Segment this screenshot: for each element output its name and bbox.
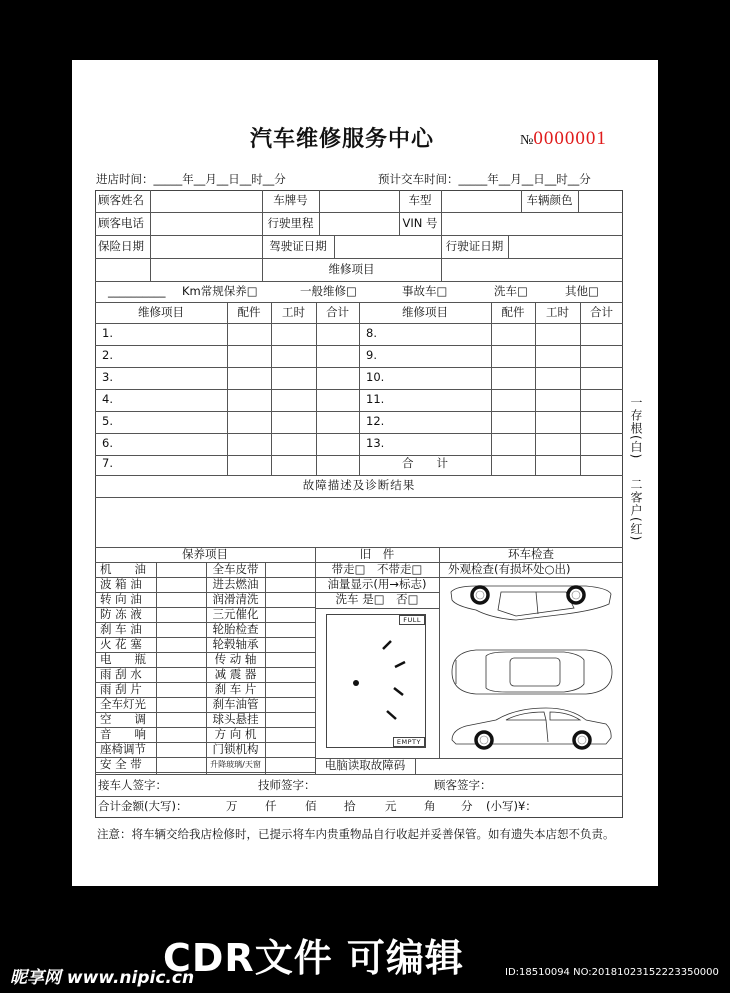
maintenance-item: 升降玻璃/天窗	[210, 759, 261, 769]
maintenance-item: 转 向 油	[100, 591, 142, 606]
field-plate-number[interactable]	[320, 190, 399, 212]
maintenance-item: 润滑清洗	[212, 591, 259, 606]
form-title: 汽车维修服务中心	[250, 127, 435, 152]
header-repair-item-right: 维修项目	[402, 304, 448, 319]
label-car-model: 车型	[408, 193, 432, 208]
maintenance-item: 减 震 器	[214, 666, 257, 681]
repair-row-left[interactable]: 3.	[102, 370, 113, 385]
grid-line	[359, 302, 360, 475]
unit-yuan: 元	[385, 799, 397, 814]
car-diagram-icon[interactable]	[446, 580, 616, 755]
field-car-color[interactable]	[579, 190, 623, 212]
disclaimer-note: 注意：将车辆交给我店检修时，已提示将车内贵重物品自行收起并妥善保管。如有遗失本店恕不负责。	[97, 827, 615, 841]
field-vin[interactable]	[442, 212, 623, 235]
unit-shi: 拾	[344, 799, 356, 814]
repair-row-right[interactable]: 10.	[366, 370, 385, 385]
label-driver-license-date: 驾驶证日期	[269, 238, 327, 253]
maintenance-item: 安 全 带	[100, 756, 142, 771]
diagnosis-field[interactable]	[96, 497, 622, 547]
expected-delivery-time: 预计交车时间：_____年__月__日__时__分	[378, 172, 591, 186]
copy-label-customer: 二客户(红)	[629, 478, 643, 542]
header-total-right: 合计	[590, 304, 613, 319]
grid-line	[95, 772, 315, 773]
unit-bai: 佰	[305, 799, 317, 814]
label-customer-phone: 顾客电话	[98, 215, 144, 230]
maintenance-item: 座椅调节	[100, 741, 146, 756]
maintenance-item: 全车皮带	[212, 561, 259, 576]
gauge-full-label: FULL	[399, 615, 425, 625]
header-repair-item-left: 维修项目	[138, 304, 184, 319]
maintenance-item: 雨 刮 水	[100, 666, 142, 681]
serial-number	[520, 128, 607, 150]
label-amount-uppercase: 合计金额(大写)：	[98, 799, 188, 814]
km-blank[interactable]: __________	[108, 283, 166, 298]
maintenance-title: 保养项目	[182, 546, 228, 561]
grid-line	[95, 774, 623, 775]
maintenance-item: 机 油	[100, 561, 146, 576]
field-customer-name[interactable]	[151, 190, 262, 212]
label-vin: VIN 号	[402, 215, 438, 230]
grid-line	[271, 302, 272, 475]
checkbox-car-wash[interactable]: 洗车□	[494, 283, 528, 298]
repair-row-right[interactable]: 9.	[366, 348, 377, 363]
field-insurance-date[interactable]	[151, 235, 262, 258]
label-car-color: 车辆颜色	[526, 193, 573, 208]
maintenance-item: 空 调	[100, 711, 146, 726]
maintenance-item: 三元催化	[212, 606, 259, 621]
grid-line	[156, 562, 157, 774]
label-vehicle-license-date: 行驶证日期	[445, 238, 504, 253]
unit-qian: 仟	[265, 799, 277, 814]
fuel-display-label: 油量显示(用→标志)	[327, 576, 427, 591]
field-customer-phone[interactable]	[151, 212, 262, 235]
inspection-title: 环车检查	[508, 546, 554, 561]
maintenance-item: 音 响	[100, 726, 146, 741]
grid-line	[265, 562, 266, 774]
repair-row-right[interactable]: 11.	[366, 392, 385, 407]
serial-value: 0000001	[533, 128, 607, 149]
field-mileage[interactable]	[320, 212, 399, 235]
grid-line	[439, 577, 623, 578]
grid-line	[227, 302, 228, 475]
unit-fen: 分	[461, 799, 473, 814]
repair-row-left[interactable]: 6.	[102, 436, 113, 451]
maintenance-item: 刹车油管	[212, 696, 259, 711]
repair-row-left[interactable]: 7.	[102, 456, 113, 471]
copy-label-stub: 一存根(白)	[629, 396, 643, 460]
unit-wan: 万	[226, 799, 238, 814]
maintenance-item: 轮毂轴承	[212, 636, 259, 651]
maintenance-item: 雨 刮 片	[100, 681, 142, 696]
checkbox-wash-yes-no[interactable]: 洗车 是□ 否□	[335, 592, 419, 607]
checkbox-accident-car[interactable]: 事故车□	[402, 283, 448, 298]
maintenance-item: 火 花 塞	[100, 636, 142, 651]
field-car-model[interactable]	[442, 190, 522, 212]
grid-line	[439, 547, 440, 758]
maintenance-item: 防 冻 液	[100, 606, 142, 621]
label-mileage: 行驶里程	[267, 215, 314, 230]
repair-row-right[interactable]: 8.	[366, 326, 377, 341]
label-customer-name: 顾客姓名	[98, 193, 144, 208]
repair-row-left[interactable]: 5.	[102, 414, 113, 429]
fault-code-field[interactable]	[415, 758, 623, 774]
grid-line	[491, 302, 492, 475]
header-total-left: 合计	[326, 304, 349, 319]
repair-row-left[interactable]: 2.	[102, 348, 113, 363]
maintenance-item: 球头悬挂	[212, 711, 259, 726]
maintenance-item: 刹 车 片	[214, 681, 257, 696]
header-parts-left: 配件	[237, 304, 261, 319]
image-id: ID:18510094 NO:20181023152223350000	[505, 967, 719, 978]
fuel-gauge[interactable]	[326, 614, 426, 748]
maintenance-item: 全车灯光	[100, 696, 146, 711]
diagnosis-title: 故障描述及诊断结果	[302, 478, 416, 493]
grid-line	[315, 608, 439, 609]
maintenance-item: 电 瓶	[100, 651, 146, 666]
label-technician-signature: 技师签字：	[258, 777, 316, 792]
repair-row-left[interactable]: 1.	[102, 326, 113, 341]
checkbox-general-repair[interactable]: 一般维修□	[300, 283, 357, 298]
repair-row-right: 合 计	[402, 456, 448, 471]
grid-line	[95, 281, 623, 282]
header-labor-left: 工时	[282, 304, 305, 319]
maintenance-item: 刹 车 油	[100, 621, 142, 636]
grid-line	[316, 302, 317, 475]
grid-line	[535, 302, 536, 475]
maintenance-item: 门锁机构	[212, 741, 259, 756]
repair-row-right[interactable]: 13.	[366, 436, 385, 451]
checkbox-routine-maintenance[interactable]: Km常规保养□	[182, 283, 258, 298]
fuel-gauge-ticks-icon	[327, 615, 427, 749]
old-parts-title: 旧 件	[359, 546, 395, 561]
field-driver-license-date[interactable]	[335, 235, 441, 258]
label-plate-number: 车牌号	[273, 193, 308, 208]
maintenance-item: 传 动 轴	[214, 651, 257, 666]
exterior-check-label: 外观检查(有损坏处○出)	[448, 561, 571, 576]
fault-code-label: 电脑读取故障码	[324, 758, 406, 773]
field-vehicle-license-date[interactable]	[509, 235, 623, 258]
checkbox-take-old-parts[interactable]: 带走□ 不带走□	[331, 561, 423, 576]
maintenance-item: 轮胎检查	[212, 621, 259, 636]
maintenance-item: 进去燃油	[212, 576, 259, 591]
site-logo: 昵享网 www.nipic.cn	[10, 968, 195, 988]
label-repair-items: 维修项目	[328, 261, 375, 276]
label-receiver-signature: 接车人签字：	[98, 777, 167, 792]
serial-prefix: №	[520, 133, 534, 148]
repair-row-left[interactable]: 4.	[102, 392, 113, 407]
gauge-empty-label: EMPTY	[393, 737, 425, 747]
label-amount-lowercase: (小写)¥：	[486, 799, 537, 814]
label-customer-signature: 顾客签字：	[434, 777, 492, 792]
repair-row-right[interactable]: 12.	[366, 414, 385, 429]
header-parts-right: 配件	[501, 304, 525, 319]
checkbox-other[interactable]: 其他□	[565, 283, 599, 298]
maintenance-item: 方 向 机	[214, 726, 257, 741]
unit-jiao: 角	[424, 799, 436, 814]
arrival-time: 进店时间：_____年__月__日__时__分	[96, 172, 286, 186]
maintenance-item: 波 箱 油	[100, 576, 142, 591]
watermark-banner: CDR文件 可编辑	[163, 936, 464, 980]
header-labor-right: 工时	[546, 304, 569, 319]
grid-line	[580, 302, 581, 475]
label-insurance-date: 保险日期	[98, 238, 144, 253]
